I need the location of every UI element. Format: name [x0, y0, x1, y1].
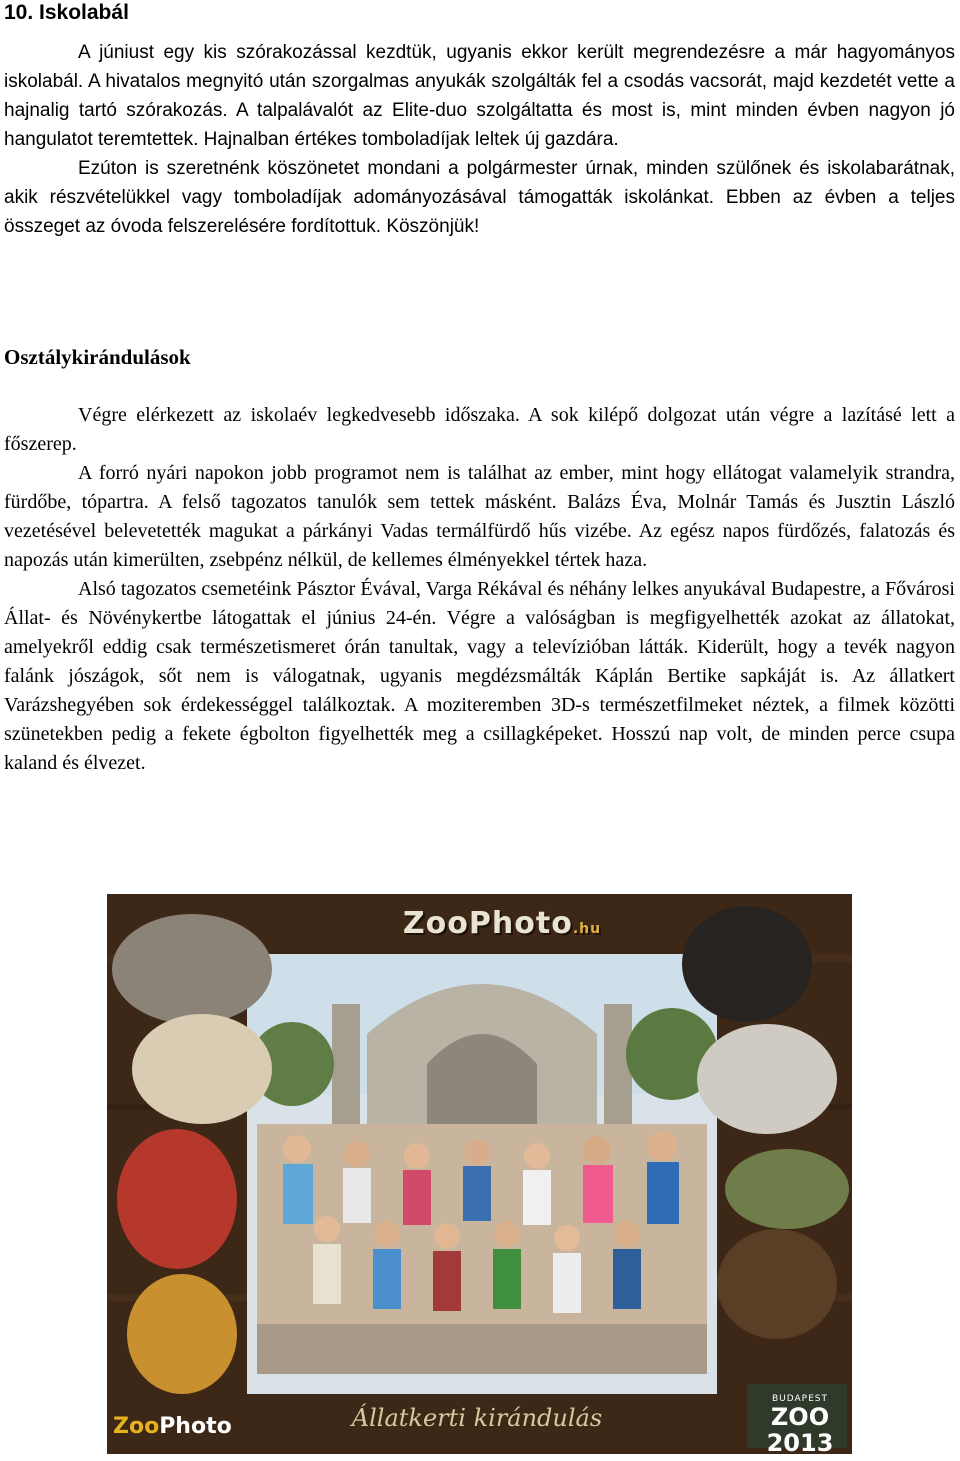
- paragraph: A júniust egy kis szórakozással kezdtük, ugyanis ekkor került megrendezésre a már hagyományos iskolabál. A hivatalos megnyitó után szorgalmas anyukák szolgálták fel a csodás vacsorát, majd kezdetét vette a hajnalig tartó szórakozás. A talpalávalót az Elite-duo szolgáltatta és most is, mint minden évben nagyon jó hangulatot teremtettek. Hajnalban értékes tomboladíjak leltek új gazdára.: [4, 42, 955, 150]
- paragraph: Végre elérkezett az iskolaév legkedvesebb időszaka. A sok kilépő dolgozat után végre a lazításé lett a főszerep.: [4, 404, 955, 455]
- paragraph: Ezúton is szeretnénk köszönetet mondani a polgármester úrnak, minden szülőnek és iskolabarátnak, akik részvételükkel vagy tomboladíjak adományozásával támogatták iskolánkat. Ebben az évben a teljes összeget az óvoda felszerelésére fordítottuk. Köszönjük!: [4, 158, 955, 237]
- logo-zoo: Zoo: [113, 1414, 160, 1439]
- section-body-iskolabal: [4, 38, 955, 241]
- zoophoto-logo: [113, 1414, 232, 1439]
- zoo-group-photo: [107, 894, 852, 1454]
- budapest-zoo-badge: [752, 1394, 848, 1454]
- paragraph: A forró nyári napokon jobb programot nem is találhat az ember, mint hogy ellátogat valamelyik strandra, fürdőbe, tópartra. A felső tagozatos tanulók sem tettek másként. Balázs Éva, Molnár Tamás és Jusztin László vezetésével belevetették magukat a párkányi Vadas termálfürdő hűs vizébe. Az egész napos fürdőzés, falatozás és napozás után kimerülten, zsebpénz nélkül, de kellemes élményekkel tértek haza.: [4, 462, 955, 571]
- logo-photo: Photo: [159, 1414, 232, 1439]
- badge-zoo-year: ZOO 2013: [766, 1403, 834, 1454]
- section-body-osztalykirandulasok: [4, 401, 955, 778]
- section-heading-iskolabal: 10. Iskolabál: [4, 1, 129, 24]
- photo-caption: Állatkerti kirándulás: [351, 1404, 603, 1432]
- photo-title-suffix: .hu: [572, 921, 602, 937]
- section-heading-osztalykirandulasok: Osztálykirándulások: [4, 345, 191, 369]
- badge-city: BUDAPEST: [771, 1394, 828, 1404]
- photo-illustration: [107, 894, 852, 1454]
- photo-title-text: ZooPhoto: [402, 906, 573, 941]
- photo-title-logo: [372, 906, 632, 941]
- paragraph: Alsó tagozatos csemetéink Pásztor Évával, Varga Rékával és néhány lelkes anyukával Budapestre, a Fővárosi Állat- és Növénykertbe látogattak el június 24-én. Végre a valóságban is megfigyelhették azokat az állatokat, amelyekről eddig csak természetismeret órán tanultak, vagy a televízióban látták. Kiderült, hogy a tevék nagyon falánk jószágok, sőt nem is válogatnak, ugyanis megdézsmálták Káplán Bertike sapkáját is. Az állatkert Varázshegyében sok érdekességgel találkoztak. A moziteremben 3D-s természetfilmeket néztek, a filmek közötti szünetekben pedig a fekete égbolton figyelhették meg a csillagképeket. Hosszú nap volt, de minden perce csupa kaland és élvezet.: [4, 578, 955, 774]
